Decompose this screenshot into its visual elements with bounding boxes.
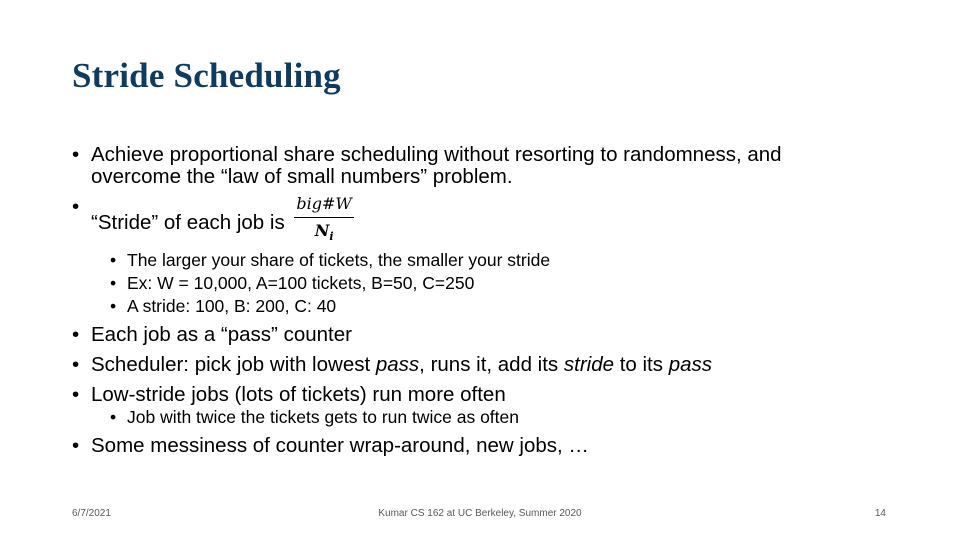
low-stride-sub-bullets: [72, 406, 872, 429]
bullet-pass-counter: • Each job as a “pass” counter: [72, 324, 872, 346]
sub-bullet-share: • The larger your share of tickets, the smaller your stride: [72, 249, 872, 272]
sub-bullet-example: • Ex: W = 10,000, A=100 tickets, B=50, C=250: [72, 272, 872, 295]
bullet-low-stride: • Low-stride jobs (lots of tickets) run more often: [72, 384, 872, 406]
sub-bullet-strides: • A stride: 100, B: 200, C: 40: [72, 295, 872, 318]
scheduler-em-pass-2: pass: [668, 353, 713, 377]
scheduler-em-stride: stride: [563, 353, 615, 377]
bullet-messiness: • Some messiness of counter wrap-around, new jobs, …: [72, 435, 872, 457]
denominator-subscript: i: [329, 230, 334, 244]
denominator-base: N: [314, 221, 330, 240]
fraction-numerator: big#W: [294, 193, 353, 218]
fraction-denominator: [294, 218, 353, 248]
stride-fraction: [294, 193, 353, 248]
slide-title: Stride Scheduling: [72, 56, 341, 95]
sub-bullet-twice-tickets: • Job with twice the tickets gets to run twice as often: [72, 406, 872, 429]
scheduler-text-2: , runs it, add its: [419, 353, 564, 377]
footer-course: Kumar CS 162 at UC Berkeley, Summer 2020: [378, 508, 582, 519]
bullet-list: [72, 144, 872, 465]
scheduler-text-3: to its: [614, 353, 669, 377]
footer-page-number: 14: [874, 508, 886, 519]
footer-date: 6/7/2021: [72, 508, 111, 519]
bullet-scheduler: [72, 354, 872, 376]
stride-sub-bullets: [72, 249, 872, 318]
stride-definition-text: “Stride” of each job is: [91, 211, 285, 235]
bullet-proportional-share: • Achieve proportional share scheduling without resorting to randomness, and overcome the “law of small numbers” problem.: [72, 144, 872, 188]
scheduler-em-pass: pass: [375, 353, 420, 377]
scheduler-text-1: Scheduler: pick job with lowest: [91, 353, 376, 377]
bullet-stride-definition: [72, 196, 872, 251]
